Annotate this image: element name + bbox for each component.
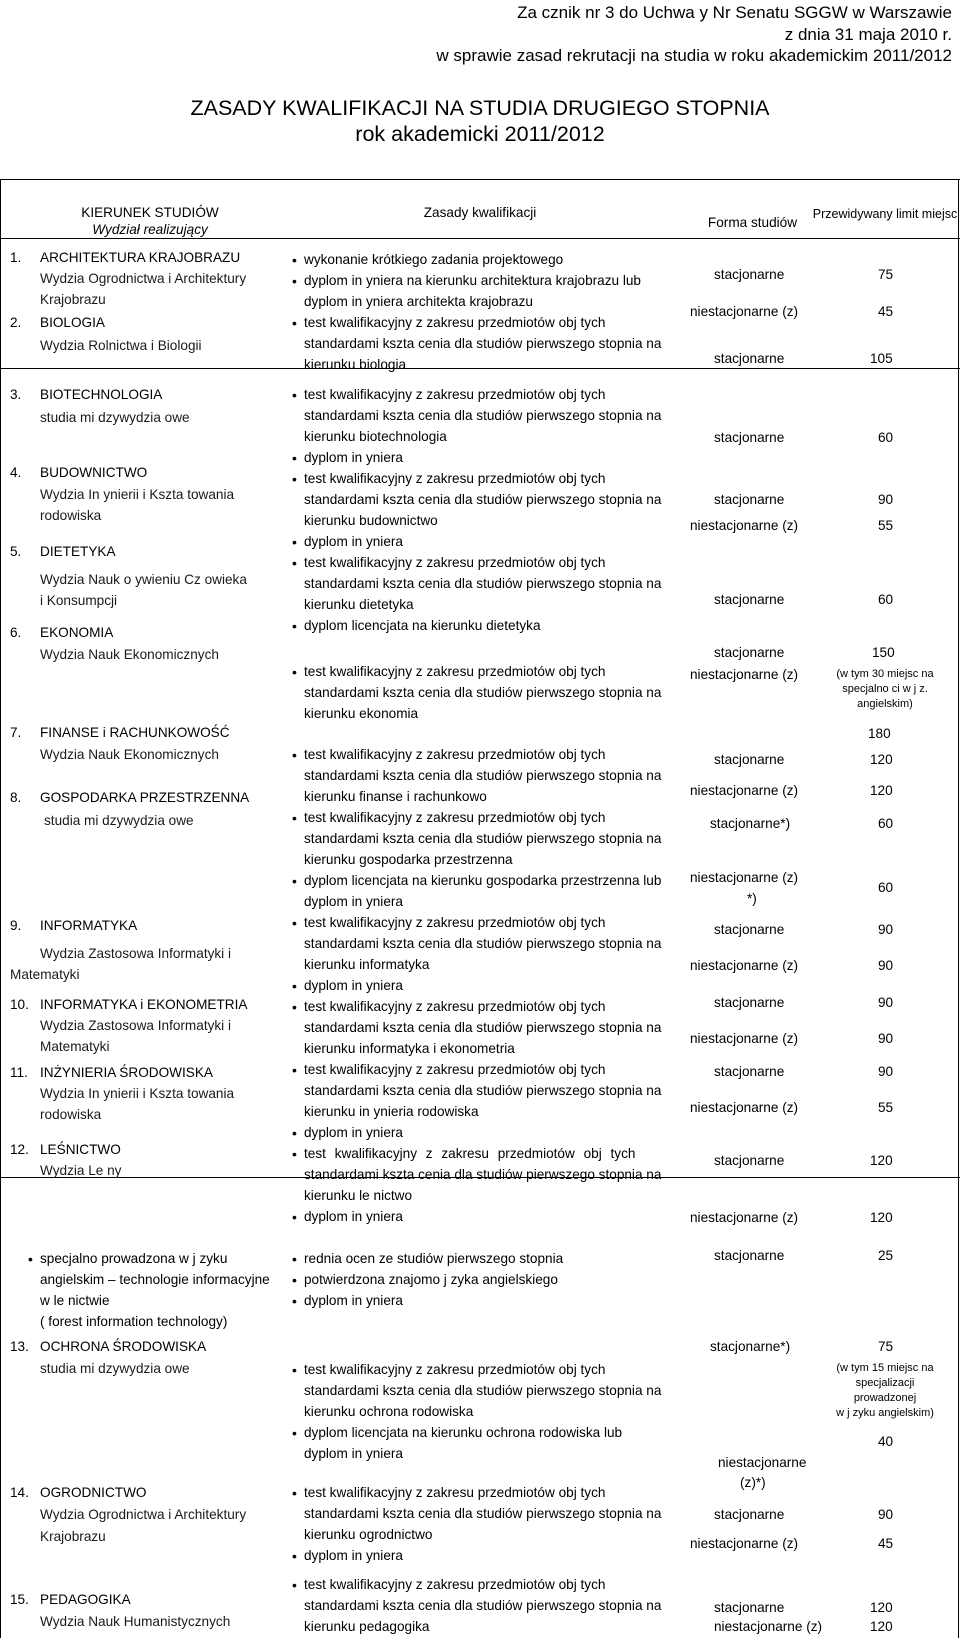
table-top-border (0, 179, 960, 180)
entry-number: 15. (10, 1592, 29, 1607)
rule-item: • dyplom licencjata na kierunku dietetyka (304, 616, 541, 636)
column-header-rules: Zasady kwalifikacji (423, 205, 537, 220)
spec-bullet: • specjalno prowadzona w j zyku (40, 1249, 227, 1269)
column-header-direction (40, 204, 260, 238)
limit-value: 90 (878, 958, 894, 973)
rule-item: • test kwalifikacyjny z zakresu przedmiotów obj tych (304, 745, 605, 765)
entry-number: 2. (10, 315, 22, 330)
rule-item: • dyplom licencjata na kierunku ochrona rodowiska lub (304, 1423, 622, 1443)
limit-value: 90 (878, 1507, 894, 1522)
rule-item: • dyplom licencjata na kierunku gospodarka przestrzenna lub (304, 871, 661, 891)
rule-item: • test kwalifikacyjny z zakresu przedmiotów obj tych (304, 997, 605, 1017)
entry-faculty: rodowiska (40, 1107, 102, 1122)
study-form: niestacjonarne (z) (690, 518, 799, 533)
limit-value: 60 (878, 592, 894, 607)
limit-value: 120 (870, 1153, 893, 1168)
rule-text: kierunku le nictwo (304, 1188, 413, 1203)
entry-number: 6. (10, 625, 22, 640)
entry-faculty: Wydzia Nauk o ywieniu Cz owieka (40, 572, 247, 587)
document-annex-note: Za cznik nr 3 do Uchwa y Nr Senatu SGGW w Warszawie (517, 3, 952, 22)
rule-item: • potwierdzona znajomo j zyka angielskiego (304, 1270, 558, 1290)
limit-value: 55 (878, 518, 894, 533)
limit-value: 90 (878, 1031, 894, 1046)
rule-text: kierunku informatyka i ekonometria (304, 1041, 515, 1056)
study-form: niestacjonarne (z) (690, 1031, 799, 1046)
study-form: stacjonarne (714, 1248, 785, 1263)
page-subtitle: rok akademicki 2011/2012 (355, 122, 605, 146)
column-header-limit: Przewidywany limit miejsc (812, 207, 958, 221)
study-form: niestacjonarne (z) (714, 1619, 823, 1634)
rule-text: kierunku biotechnologia (304, 429, 447, 444)
limit-note: w j zyku angielskim) (836, 1407, 934, 1419)
rule-item: • test kwalifikacyjny z zakresu przedmiotów obj tych (304, 1575, 605, 1595)
entry-faculty: i Konsumpcji (40, 593, 118, 608)
spec-text: w le nictwie (40, 1293, 110, 1308)
study-form: niestacjonarne (z) (690, 870, 799, 885)
study-form: stacjonarne*) (710, 1339, 791, 1354)
study-form: stacjonarne (714, 1507, 785, 1522)
rule-item: • dyplom in yniera na kierunku architektura krajobrazu lub (304, 271, 641, 291)
entry-faculty: Wydzia Nauk Ekonomicznych (40, 747, 219, 762)
entry-faculty: studia mi dzywydzia owe (40, 1361, 190, 1376)
study-form: niestacjonarne (z) (690, 1210, 799, 1225)
entry-faculty: Krajobrazu (40, 292, 106, 307)
table-header-border (0, 238, 960, 239)
entry-number: 11. (10, 1065, 28, 1080)
page-title: ZASADY KWALIFIKACJI NA STUDIA DRUGIEGO STOPNIA (190, 96, 770, 120)
entry-name: INFORMATYKA (40, 918, 138, 933)
entry-faculty: Wydzia In ynierii i Kszta towania (40, 1086, 235, 1101)
rule-text: kierunku informatyka (304, 957, 430, 972)
document-date: z dnia 31 maja 2010 r. (784, 25, 952, 44)
rule-text: standardami kszta cenia dla studiów pierwszego stopnia na (304, 336, 662, 351)
limit-value: 120 (870, 783, 893, 798)
rule-text: standardami kszta cenia dla studiów pierwszego stopnia na (304, 768, 662, 783)
entry-faculty: Wydzia Nauk Humanistycznych (40, 1614, 231, 1629)
entry-number: 14. (10, 1485, 29, 1500)
rule-item: • test kwalifikacyjny z zakresu przedmiotów obj tych (304, 469, 605, 489)
section-border (0, 368, 960, 369)
rule-text: kierunku ogrodnictwo (304, 1527, 433, 1542)
rule-item: • test kwalifikacyjny z zakresu przedmiotów obj tych (304, 913, 605, 933)
limit-note: angielskim) (857, 698, 913, 710)
entry-faculty: Wydzia Le ny (40, 1163, 122, 1178)
entry-name: BIOTECHNOLOGIA (40, 387, 163, 402)
limit-value: 150 (872, 645, 895, 660)
limit-value: 45 (878, 1536, 894, 1551)
rule-item: • wykonanie krótkiego zadania projektowego (304, 250, 563, 270)
study-form: stacjonarne (714, 1600, 785, 1615)
entry-faculty: Wydzia Ogrodnictwa i Architektury (40, 271, 247, 286)
rule-text: standardami kszta cenia dla studiów pierwszego stopnia na (304, 1167, 662, 1182)
rule-item: • dyplom in yniera (304, 1291, 403, 1311)
limit-value: 60 (878, 880, 894, 895)
entry-faculty: studia mi dzywydzia owe (40, 410, 190, 425)
rule-item: • dyplom in yniera (304, 1207, 403, 1227)
entry-name: OCHRONA ŚRODOWISKA (40, 1339, 207, 1354)
rule-text: kierunku finanse i rachunkowo (304, 789, 487, 804)
rule-item: • dyplom in yniera (304, 532, 403, 552)
rule-text: kierunku budownictwo (304, 513, 438, 528)
entry-name: FINANSE i RACHUNKOWOŚĆ (40, 725, 230, 740)
rule-item: • test kwalifikacyjny z zakresu przedmiotów obj tych (304, 662, 605, 682)
entry-faculty: Matematyki (10, 967, 80, 982)
entry-name: BUDOWNICTWO (40, 465, 148, 480)
rule-item: • dyplom in yniera (304, 1123, 403, 1143)
limit-value: 45 (878, 304, 894, 319)
entry-name: DIETETYKA (40, 544, 116, 559)
study-form: (z)*) (740, 1475, 766, 1490)
rule-text: standardami kszta cenia dla studiów pierwszego stopnia na (304, 408, 662, 423)
study-form: stacjonarne (714, 645, 785, 660)
rule-text: standardami kszta cenia dla studiów pierwszego stopnia na (304, 685, 662, 700)
entry-number: 13. (10, 1339, 29, 1354)
limit-value: 120 (870, 1600, 893, 1615)
entry-faculty: Wydzia Ogrodnictwa i Architektury (40, 1507, 247, 1522)
rule-text: kierunku biologia (304, 357, 407, 372)
rule-text: dyplom in yniera (304, 1446, 403, 1461)
rule-text: standardami kszta cenia dla studiów pierwszego stopnia na (304, 576, 662, 591)
rule-item: • rednia ocen ze studiów pierwszego stopnia (304, 1249, 563, 1269)
rule-text: kierunku ekonomia (304, 706, 419, 721)
limit-value: 90 (878, 922, 894, 937)
entry-number: 7. (10, 725, 22, 740)
entry-name: BIOLOGIA (40, 315, 105, 330)
rule-item: • dyplom in yniera (304, 976, 403, 996)
study-form: niestacjonarne (z) (690, 1536, 799, 1551)
limit-value: 180 (868, 726, 891, 741)
rule-item: • test kwalifikacyjny z zakresu przedmiotów obj tych (304, 313, 605, 333)
rule-text: dyplom in yniera architekta krajobrazu (304, 294, 533, 309)
spec-text: angielskim – technologie informacyjne (40, 1272, 270, 1287)
entry-name: EKONOMIA (40, 625, 114, 640)
limit-note: (w tym 30 miejsc na (836, 668, 934, 680)
study-form: stacjonarne (714, 351, 785, 366)
limit-value: 40 (878, 1434, 894, 1449)
document-subject: w sprawie zasad rekrutacji na studia w roku akademickim 2011/2012 (436, 46, 952, 65)
entry-number: 1. (10, 250, 22, 265)
study-form: niestacjonarne (z) (690, 783, 799, 798)
entry-number: 9. (10, 918, 22, 933)
rule-item: • test kwalifikacyjny z zakresu przedmiotów obj tych (304, 1060, 605, 1080)
rule-item: • test kwalifikacyjny z zakresu przedmiotów obj tych (304, 553, 605, 573)
rule-text: standardami kszta cenia dla studiów pierwszego stopnia na (304, 1020, 662, 1035)
limit-note: specjalizacji (855, 1377, 915, 1389)
limit-note: specjalno ci w j z. (842, 683, 928, 695)
entry-number: 4. (10, 465, 22, 480)
entry-name: INŻYNIERIA ŚRODOWISKA (40, 1065, 213, 1080)
column-header-form: Forma studiów (707, 215, 798, 230)
rule-text: kierunku ochrona rodowiska (304, 1404, 474, 1419)
rule-text: standardami kszta cenia dla studiów pierwszego stopnia na (304, 936, 662, 951)
entry-faculty: Wydzia Zastosowa Informatyki i (40, 946, 232, 961)
limit-value: 60 (878, 816, 894, 831)
entry-number: 3. (10, 387, 22, 402)
entry-number: 5. (10, 544, 22, 559)
entry-number: 8. (10, 790, 22, 805)
rule-text: standardami kszta cenia dla studiów pierwszego stopnia na (304, 1083, 662, 1098)
study-form: niestacjonarne (z) (690, 667, 799, 682)
study-form: stacjonarne (714, 995, 785, 1010)
entry-name: ARCHITEKTURA KRAJOBRAZU (40, 250, 241, 265)
limit-value: 90 (878, 995, 894, 1010)
limit-value: 120 (870, 752, 893, 767)
limit-value: 120 (870, 1619, 893, 1634)
entry-name: INFORMATYKA i EKONOMETRIA (40, 997, 248, 1012)
limit-value: 55 (878, 1100, 894, 1115)
entry-faculty: rodowiska (40, 508, 102, 523)
limit-value: 120 (870, 1210, 893, 1225)
study-form: niestacjonarne (z) (690, 304, 799, 319)
column-faculty-label: Wydział realizujący (92, 222, 208, 237)
rule-text: standardami kszta cenia dla studiów pierwszego stopnia na (304, 1598, 662, 1613)
entry-name: LEŚNICTWO (40, 1142, 121, 1157)
limit-note: (w tym 15 miejsc na (836, 1362, 934, 1374)
study-form: stacjonarne (714, 752, 785, 767)
limit-value: 60 (878, 430, 894, 445)
study-form: stacjonarne (714, 492, 785, 507)
limit-value: 105 (870, 351, 893, 366)
study-form: stacjonarne (714, 430, 785, 445)
study-form: *) (747, 891, 757, 906)
limit-value: 90 (878, 1064, 894, 1079)
study-form: stacjonarne (714, 922, 785, 937)
limit-value: 90 (878, 492, 894, 507)
rule-item: • test kwalifikacyjny z zakresu przedmiotów obj tych (304, 1144, 635, 1164)
entry-name: PEDAGOGIKA (40, 1592, 131, 1607)
rule-text: kierunku pedagogika (304, 1619, 430, 1634)
entry-faculty: Wydzia Nauk Ekonomicznych (40, 647, 219, 662)
entry-name: GOSPODARKA PRZESTRZENNA (40, 790, 250, 805)
entry-faculty: Wydzia Zastosowa Informatyki i (40, 1018, 232, 1033)
entry-number: 10. (10, 997, 29, 1012)
entry-faculty: Matematyki (40, 1039, 110, 1054)
study-form: niestacjonarne (718, 1455, 807, 1470)
study-form: stacjonarne (714, 1064, 785, 1079)
rule-text: kierunku gospodarka przestrzenna (304, 852, 513, 867)
study-form: stacjonarne (714, 592, 785, 607)
limit-value: 75 (878, 267, 894, 282)
rule-text: standardami kszta cenia dla studiów pierwszego stopnia na (304, 492, 662, 507)
rule-item: • test kwalifikacyjny z zakresu przedmiotów obj tych (304, 385, 605, 405)
limit-value: 75 (878, 1339, 894, 1354)
study-form: stacjonarne*) (710, 816, 791, 831)
rule-text: dyplom in yniera (304, 894, 403, 909)
study-form: niestacjonarne (z) (690, 958, 799, 973)
entry-faculty: Krajobrazu (40, 1529, 106, 1544)
table-left-border (0, 179, 1, 1638)
rule-text: standardami kszta cenia dla studiów pierwszego stopnia na (304, 831, 662, 846)
limit-value: 25 (878, 1248, 894, 1263)
rule-item: • test kwalifikacyjny z zakresu przedmiotów obj tych (304, 1360, 605, 1380)
rule-text: kierunku in ynieria rodowiska (304, 1104, 479, 1119)
rule-text: kierunku dietetyka (304, 597, 414, 612)
column-direction-label: KIERUNEK STUDIÓW (81, 205, 219, 220)
entry-name: OGRODNICTWO (40, 1485, 147, 1500)
rule-item: • dyplom in yniera (304, 1546, 403, 1566)
spec-text: ( forest information technology) (40, 1314, 228, 1329)
rule-text: standardami kszta cenia dla studiów pierwszego stopnia na (304, 1506, 662, 1521)
entry-faculty: Wydzia Rolnictwa i Biologii (40, 338, 202, 353)
study-form: stacjonarne (714, 267, 785, 282)
entry-number: 12. (10, 1142, 29, 1157)
rule-item: • test kwalifikacyjny z zakresu przedmiotów obj tych (304, 1483, 605, 1503)
rule-item: • dyplom in yniera (304, 448, 403, 468)
entry-faculty: Wydzia In ynierii i Kszta towania (40, 487, 235, 502)
entry-faculty: studia mi dzywydzia owe (44, 813, 194, 828)
rule-item: • test kwalifikacyjny z zakresu przedmiotów obj tych (304, 808, 605, 828)
rule-text: standardami kszta cenia dla studiów pierwszego stopnia na (304, 1383, 662, 1398)
study-form: niestacjonarne (z) (690, 1100, 799, 1115)
study-form: stacjonarne (714, 1153, 785, 1168)
limit-note: prowadzonej (853, 1392, 917, 1404)
